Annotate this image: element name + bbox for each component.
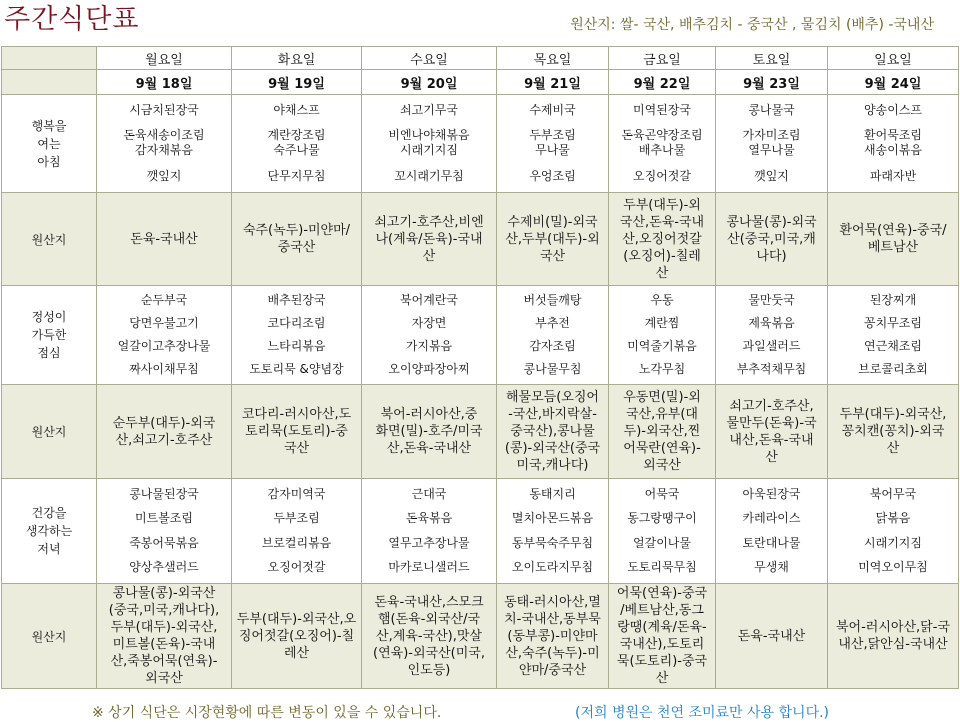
- dish-item: 동부묵숙주무침: [511, 535, 594, 550]
- lunch-origin-thu: 해물모듬(오징어 -국산,바지락살- 중국산),콩나물 (콩)-외국산(중국 미국,캐나다): [497, 385, 609, 479]
- rice-kimchi-origin-note: 원산지: 쌀- 국산, 배추김치 - 중국산 , 물김치 (배추) -국내산: [570, 17, 934, 33]
- lunch-cell-sat: [716, 286, 828, 385]
- dish-item: 깻잎지: [146, 168, 182, 183]
- breakfast-origin-row: [2, 193, 959, 286]
- dish-item: 열무고추장나물: [388, 535, 470, 550]
- menu-change-notice: ※ 상기 식단은 시장현황에 따른 변동이 있을 수 있습니다.: [92, 705, 442, 721]
- dish-item: 파래자반: [869, 168, 917, 183]
- date-sun: 9월 24일: [828, 70, 959, 95]
- date-tue: 9월 19일: [232, 70, 362, 95]
- breakfast-origin-fri: 두부(대두)-외 국산,돈육-국내 산,오징어젓갈 (오징어)-칠레 산: [609, 193, 716, 286]
- dish-item: 두부조림: [273, 511, 320, 526]
- dinner-origin-sun: 북어-러시아산,닭-국 내산,닭안심-국내산: [828, 584, 959, 689]
- dish-item: 버섯들깨탕: [523, 293, 582, 307]
- dish-item: 오이양파장아찌: [388, 362, 470, 376]
- lunch-label: 정성이 가득한 점심: [2, 286, 97, 385]
- lunch-cell-tue: [232, 286, 362, 385]
- dish-item: 시금치된장국: [129, 103, 199, 118]
- dish-item: 배추된장국: [267, 293, 326, 307]
- header-corner: [2, 47, 97, 70]
- lunch-origin-row: [2, 385, 959, 479]
- date-mon: 9월 18일: [97, 70, 232, 95]
- dish-item: 돈육곤약장조림 배추나물: [621, 128, 703, 158]
- lunch-origin-fri: 우동면(밀)-외 국산,유부(대 두)-외국산,찐 어묵란(연육)- 외국산: [609, 385, 716, 479]
- dish-item: 콩나물국: [748, 103, 795, 118]
- dish-item: 미역오이무침: [858, 560, 928, 575]
- dinner-origin-tue: 두부(대두)-외국산,오 징어젓갈(오징어)-칠 레산: [232, 584, 362, 689]
- dish-item: 자장면: [411, 316, 447, 330]
- weekly-menu-table: [1, 46, 959, 689]
- page-title: 주간식단표: [4, 4, 140, 35]
- dish-item: 단무지무침: [267, 168, 326, 183]
- dinner-cell-sun: [828, 479, 959, 584]
- date-thu: 9월 21일: [497, 70, 609, 95]
- dish-item: 감자미역국: [267, 486, 326, 501]
- dish-item: 북어무국: [869, 486, 917, 501]
- dish-item: 비엔나야채볶음 시래기지짐: [388, 128, 470, 158]
- weekday-thu: 목요일: [497, 47, 609, 70]
- breakfast-origin-mon: 돈육-국내산: [97, 193, 232, 286]
- dish-item: 순두부국: [140, 293, 188, 307]
- date-wed: 9월 20일: [362, 70, 497, 95]
- dish-item: 시래기지짐: [864, 535, 922, 550]
- dinner-menu-row: [2, 479, 959, 584]
- dinner-origin-sat: 돈육-국내산: [716, 584, 828, 689]
- dish-item: 가지볶음: [405, 339, 453, 353]
- dish-item: 물만둣국: [748, 293, 795, 307]
- dish-item: 닭볶음: [875, 511, 911, 526]
- weekday-fri: 금요일: [609, 47, 716, 70]
- dish-item: 꽁치무조림: [864, 316, 922, 330]
- date-sat: 9월 23일: [716, 70, 828, 95]
- lunch-origin-sun: 두부(대두)-외국산, 꽁치캔(꽁치)-외국 산: [828, 385, 959, 479]
- dish-item: 계란장조림 숙주나물: [267, 128, 326, 158]
- dish-item: 오이도라지무침: [511, 560, 594, 575]
- breakfast-cell-thu: [497, 95, 609, 193]
- weekday-sat: 토요일: [716, 47, 828, 70]
- breakfast-origin-thu: 수제비(밀)-외국 산,두부(대두)-외 국산: [497, 193, 609, 286]
- dinner-cell-mon: [97, 479, 232, 584]
- breakfast-origin-sat: 콩나물(콩)-외국 산(중국,미국,캐 나다): [716, 193, 828, 286]
- dish-item: 도토리묵 &양념장: [249, 362, 344, 376]
- dish-item: 부추전: [535, 316, 570, 330]
- dish-item: 어묵국: [644, 486, 680, 501]
- breakfast-label: 행복을 여는 아침: [2, 95, 97, 193]
- dish-item: 동태지리: [529, 486, 576, 501]
- dish-item: 아욱된장국: [742, 486, 801, 501]
- breakfast-cell-sun: [828, 95, 959, 193]
- dish-item: 북어계란국: [400, 293, 458, 307]
- dish-item: 브로콜리초회: [858, 362, 928, 376]
- dish-item: 미역된장국: [633, 103, 691, 118]
- dish-item: 당면우불고기: [129, 316, 199, 330]
- dish-item: 부추적채무침: [736, 362, 807, 376]
- dinner-cell-sat: [716, 479, 828, 584]
- dish-item: 제육볶음: [748, 316, 795, 330]
- dish-item: 콩나물된장국: [129, 486, 199, 501]
- weekday-wed: 수요일: [362, 47, 497, 70]
- dinner-cell-thu: [497, 479, 609, 584]
- dinner-origin-thu: 동태-러시아산,멸 치-국내산,동부묵 (동부콩)-미얀마 산,숙주(녹두)-미 얀마/중국산: [497, 584, 609, 689]
- weekday-tue: 화요일: [232, 47, 362, 70]
- dish-item: 깻잎지: [754, 168, 789, 183]
- dinner-origin-fri: 어묵(연육)-중국 /베트남산,동그 랑땡(계육/돈육- 국내산),도토리 묵(도토리)-중국 산: [609, 584, 716, 689]
- dinner-origin-mon: 콩나물(콩)-외국산 (중국,미국,캐나다), 두부(대두)-외국산, 미트볼(돈육)-국내 산,죽봉어묵(연육)- 외국산: [97, 584, 232, 689]
- dish-item: 얼갈이나물: [633, 535, 691, 550]
- dish-item: 양상추샐러드: [129, 560, 199, 575]
- dish-item: 돈육볶음: [405, 511, 453, 526]
- dish-item: 우엉조림: [529, 168, 576, 183]
- lunch-cell-fri: [609, 286, 716, 385]
- natural-seasoning-note: (저희 병원은 천연 조미료만 사용 합니다.): [575, 705, 830, 721]
- dinner-origin-label: 원산지: [2, 584, 97, 689]
- lunch-origin-tue: 코다리-러시아산,도 토리묵(도토리)-중 국산: [232, 385, 362, 479]
- lunch-menu-row: [2, 286, 959, 385]
- breakfast-cell-mon: [97, 95, 232, 193]
- dinner-label: 건강을 생각하는 저녁: [2, 479, 97, 584]
- dish-item: 환어묵조림 새송이볶음: [864, 128, 922, 158]
- dish-item: 우동: [650, 293, 674, 307]
- dish-item: 연근채조림: [864, 339, 922, 353]
- lunch-origin-label: 원산지: [2, 385, 97, 479]
- dish-item: 과일샐러드: [742, 339, 801, 353]
- dish-item: 멸치아몬드볶음: [511, 511, 594, 526]
- breakfast-origin-wed: 쇠고기-호주산,비엔 나(계육/돈육)-국내 산: [362, 193, 497, 286]
- dish-item: 양송이스프: [864, 103, 922, 118]
- dish-item: 돈육새송이조림 감자채볶음: [123, 128, 205, 158]
- dish-item: 도토리묵무침: [627, 560, 697, 575]
- dish-item: 느타리볶음: [267, 339, 326, 353]
- breakfast-origin-tue: 숙주(녹두)-미얀마/ 중국산: [232, 193, 362, 286]
- weekday-sun: 일요일: [828, 47, 959, 70]
- breakfast-menu-row: [2, 95, 959, 193]
- dish-item: 마카로니샐러드: [388, 560, 470, 575]
- dish-item: 무생채: [754, 560, 789, 575]
- dish-item: 노각무침: [638, 362, 686, 376]
- dish-item: 미트볼조림: [135, 511, 193, 526]
- date-corner: [2, 70, 97, 95]
- weekday-mon: 월요일: [97, 47, 232, 70]
- dinner-origin-row: [2, 584, 959, 689]
- dish-item: 감자조림: [529, 339, 576, 353]
- dinner-origin-wed: 돈육-국내산,스모크 햄(돈육-외국산/국 산,계육-국산),맛살 (연육)-외국산(미국, 인도등): [362, 584, 497, 689]
- lunch-origin-mon: 순두부(대두)-외국 산,쇠고기-호주산: [97, 385, 232, 479]
- dinner-cell-wed: [362, 479, 497, 584]
- dish-item: 근대국: [411, 486, 447, 501]
- dish-item: 꼬시래기무침: [394, 168, 464, 183]
- dish-item: 브로컬리볶음: [261, 535, 332, 550]
- lunch-origin-wed: 북어-러시아산,중 화면(밀)-호주/미국 산,돈육-국내산: [362, 385, 497, 479]
- dish-item: 오징어젓갈: [267, 560, 326, 575]
- dish-item: 쇠고기무국: [400, 103, 458, 118]
- dish-item: 코다리조림: [267, 316, 326, 330]
- dish-item: 된장찌개: [869, 293, 917, 307]
- dish-item: 동그랑땡구이: [627, 511, 697, 526]
- weekday-header-row: [2, 47, 959, 70]
- dish-item: 짜사이채무침: [129, 362, 199, 376]
- lunch-origin-sat: 쇠고기-호주산, 물만두(돈육)-국 내산,돈육-국내 산: [716, 385, 828, 479]
- dish-item: 콩나물무침: [523, 362, 582, 376]
- lunch-cell-mon: [97, 286, 232, 385]
- breakfast-cell-tue: [232, 95, 362, 193]
- breakfast-cell-sat: [716, 95, 828, 193]
- dinner-cell-tue: [232, 479, 362, 584]
- dish-item: 얼갈이고추장나물: [117, 339, 211, 353]
- dinner-cell-fri: [609, 479, 716, 584]
- dish-item: 수제비국: [529, 103, 576, 118]
- dish-item: 토란대나물: [742, 535, 801, 550]
- lunch-cell-wed: [362, 286, 497, 385]
- breakfast-origin-label: 원산지: [2, 193, 97, 286]
- date-header-row: [2, 70, 959, 95]
- dish-item: 계란찜: [644, 316, 680, 330]
- breakfast-origin-sun: 환어묵(연육)-중국/ 베트남산: [828, 193, 959, 286]
- lunch-cell-sun: [828, 286, 959, 385]
- dish-item: 두부조림 무나물: [529, 128, 576, 158]
- dish-item: 오징어젓갈: [633, 168, 691, 183]
- breakfast-cell-wed: [362, 95, 497, 193]
- dish-item: 미역줄기볶음: [627, 339, 697, 353]
- dish-item: 가자미조림 열무나물: [742, 128, 801, 158]
- dish-item: 야채스프: [273, 103, 320, 118]
- date-fri: 9월 22일: [609, 70, 716, 95]
- dish-item: 죽봉어묵볶음: [129, 535, 199, 550]
- lunch-cell-thu: [497, 286, 609, 385]
- breakfast-cell-fri: [609, 95, 716, 193]
- dish-item: 카레라이스: [742, 511, 801, 526]
